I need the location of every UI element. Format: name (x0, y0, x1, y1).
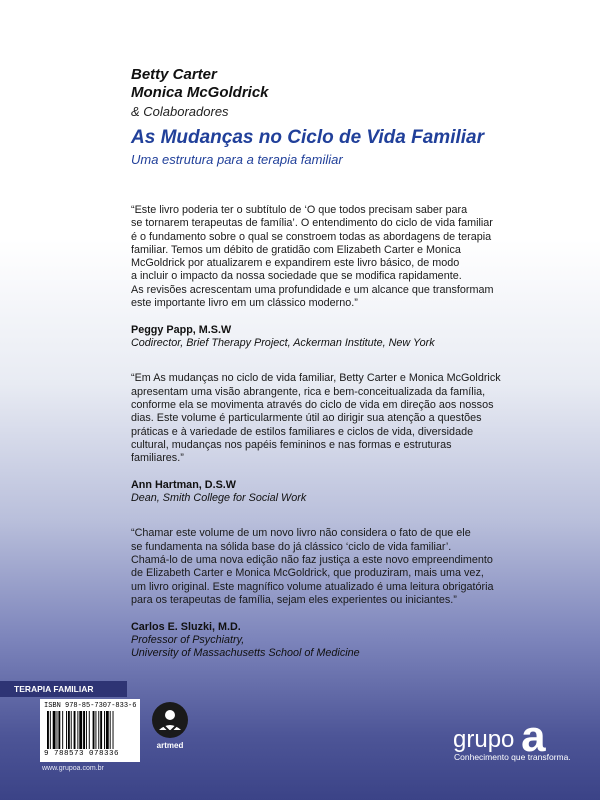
endorser-role: Codirector, Brief Therapy Project, Ackerman Institute, New York (131, 337, 435, 350)
endorsement-quote: “Em As mudanças no ciclo de vida familiar, Betty Carter e Monica McGoldrick apresentam uma visão abrangente, rica e bem-conceitualizada da família, conforme ela se movimenta através do ciclo de vida em direção aos nossos dias. Este volume é particularmente útil ao dirigir sua atenção a questões práticas e à variedade de estilos familiares e ciclos de vida, diversidade cultural, mudanças nos papéis femininos e nas formas e estruturas familiares.” (131, 372, 501, 465)
author-name: Monica McGoldrick (131, 84, 269, 101)
collaborators-label: & Colaboradores (131, 104, 229, 119)
endorsement-quote: “Este livro poderia ter o subtítulo de ‘O que todos precisam saber para se tornarem terapeutas de família’. O entendimento do ciclo de vida familiar é o fundamento sobre o qual se constroem todas as abordagens de terapia familiar. Temos um débito de gratidão com Elizabeth Carter e Monica McGoldrick por atualizarem e expandirem este livro básico, de modo a incluir o impacto da nossa sociedade que se modifica rapidamente. As revisões acrescentam uma profundidade e um alcance que transformam este importante livro em um clássico moderno.” (131, 204, 494, 310)
publisher-tagline: Conhecimento que transforma. (454, 752, 571, 762)
back-cover-text (131, 66, 531, 660)
endorser-role: Professor of Psychiatry, (131, 634, 245, 647)
endorser-name: Carlos E. Sluzki, M.D. (131, 621, 241, 634)
artmed-label: artmed (156, 741, 184, 750)
endorser-name: Peggy Papp, M.S.W (131, 324, 232, 337)
artmed-emblem-icon (148, 700, 192, 740)
book-subtitle: Uma estrutura para a terapia familiar (131, 152, 343, 167)
barcode-number: 9 788573 078336 (44, 750, 120, 758)
isbn-label: ISBN 978-85-7307-833-6 (44, 702, 137, 710)
author-name: Betty Carter (131, 66, 217, 83)
endorser-role: Dean, Smith College for Social Work (131, 492, 307, 505)
grupo-letter: a (521, 712, 546, 761)
book-title: As Mudanças no Ciclo de Vida Familiar (131, 127, 484, 148)
grupo-word: grupo (453, 726, 515, 753)
endorsement-quote: “Chamar este volume de um novo livro não considera o fato de que ele se fundamenta na sólida base do já clássico ‘ciclo de vida familiar’. Chamá-lo de uma nova edição não faz justiça a este novo empreendimento de Elizabeth Carter e Monica McGoldrick, que produziram, mais uma vez, um livro original. Este magnífico volume atualizado é uma leitura obrigatória para os terapeutas de família, sejam eles experientes ou iniciantes.” (131, 527, 494, 606)
endorser-name: Ann Hartman, D.S.W (131, 479, 236, 492)
endorser-role: University of Massachusetts School of Medicine (131, 647, 360, 660)
category-label: TERAPIA FAMILIAR (0, 681, 127, 697)
artmed-logo (148, 700, 192, 756)
publisher-website: www.grupoa.com.br (42, 765, 104, 772)
barcode-panel (40, 699, 140, 762)
barcode-icon (45, 711, 135, 749)
